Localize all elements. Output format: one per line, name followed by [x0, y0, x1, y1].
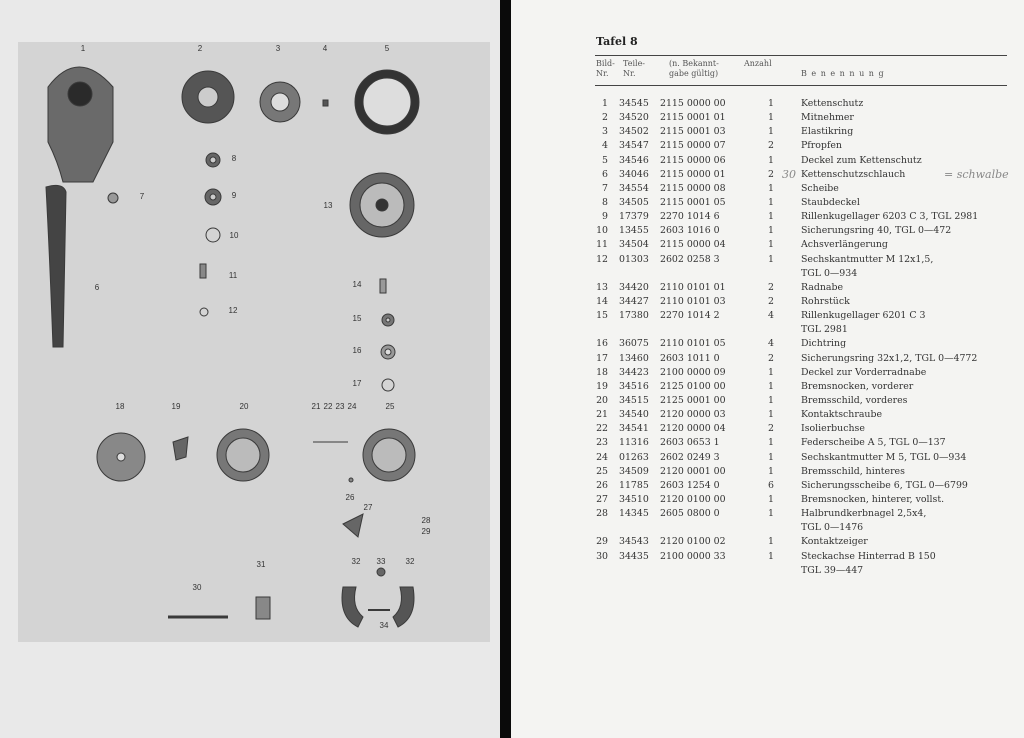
cell-nr: 2115 0000 07: [660, 140, 726, 152]
table-row: [595, 408, 1015, 422]
cell-teile: 34505: [619, 196, 649, 208]
cell-nr: 2115 0000 08: [660, 182, 726, 194]
cell-anzahl: 1: [768, 508, 774, 520]
parts-diagram: [18, 42, 490, 642]
cell-nr: 2125 0100 00: [660, 380, 726, 392]
cell-teile: 34547: [619, 140, 649, 152]
cell-teile: 34510: [619, 493, 649, 505]
cell-anzahl: 1: [768, 437, 774, 449]
cell-bild: 15: [596, 310, 608, 322]
cell-anzahl: 1: [768, 394, 774, 406]
callout-label: 18: [115, 402, 125, 411]
cell-teile: 34427: [619, 295, 649, 307]
cell-bild: 16: [596, 338, 608, 350]
cell-teile: 13460: [619, 352, 649, 364]
cell-bild: 2: [602, 112, 608, 124]
cell-anzahl: 1: [768, 225, 774, 237]
cell-name: Elastikring: [801, 126, 854, 138]
cell-teile: 34541: [619, 423, 649, 435]
cell-name: Isolierbuchse: [801, 423, 865, 435]
table-row: [595, 139, 1015, 153]
callout-label: 19: [171, 402, 181, 411]
cell-nr: 2270 1014 2: [660, 310, 720, 322]
cell-teile: 34502: [619, 126, 649, 138]
cell-teile: 34435: [619, 550, 649, 562]
cell-bild: 6: [602, 168, 608, 180]
header-teile: Teile- Nr.: [623, 59, 646, 78]
cell-nr: 2120 0001 00: [660, 465, 726, 477]
callout-label: 12: [228, 306, 238, 315]
cell-nr: 2120 0100 00: [660, 493, 726, 505]
cell-bild: 10: [596, 225, 608, 237]
table-row: [595, 352, 1015, 366]
cell-name: TGL 0—1476: [801, 522, 864, 534]
cell-anzahl: 1: [768, 380, 774, 392]
table-row: [595, 196, 1015, 210]
cell-bild: 5: [602, 154, 608, 166]
left-page: [0, 0, 500, 738]
handwritten-note-qty: 30: [782, 168, 796, 181]
table-row: [595, 422, 1015, 436]
cell-nr: 2115 0001 01: [660, 112, 726, 124]
table-row: [595, 493, 1015, 507]
cell-anzahl: 2: [768, 295, 774, 307]
cell-teile: 13455: [619, 225, 649, 237]
cell-bild: 14: [596, 295, 608, 307]
cell-anzahl: 1: [768, 253, 774, 265]
callout-label: 7: [139, 192, 145, 201]
cell-name: Bremsnocken, vorderer: [801, 380, 914, 392]
cell-teile: 34516: [619, 380, 649, 392]
cell-teile: 34545: [619, 98, 649, 109]
cell-bild: 1: [602, 98, 608, 109]
cell-bild: 22: [596, 423, 608, 435]
cell-anzahl: 1: [768, 493, 774, 505]
cell-bild: 18: [596, 366, 608, 378]
cell-nr: 2270 1014 6: [660, 211, 720, 223]
cell-teile: 34420: [619, 281, 649, 293]
cell-anzahl: 2: [768, 352, 774, 364]
callout-label: 28: [421, 516, 431, 525]
cell-anzahl: 1: [768, 126, 774, 138]
table-row: [595, 479, 1015, 493]
cell-bild: 19: [596, 380, 608, 392]
cell-nr: 2603 1011 0: [660, 352, 720, 364]
cell-teile: 17379: [619, 211, 649, 223]
cell-name: Bremsschild, vorderes: [801, 394, 908, 406]
cell-bild: 7: [602, 182, 608, 194]
cell-name: Sicherungsscheibe 6, TGL 0—6799: [801, 479, 968, 491]
cell-name: Sechskantmutter M 5, TGL 0—934: [801, 451, 967, 463]
table-row: [595, 436, 1015, 450]
cell-name: TGL 39—447: [801, 564, 864, 576]
header-bekanntgabe: (n. Bekannt- gabe gültig): [669, 59, 719, 78]
cell-nr: 2120 0000 04: [660, 423, 726, 435]
callout-label: 4: [322, 44, 328, 53]
cell-bild: 25: [596, 465, 608, 477]
callout-label: 13: [323, 201, 333, 210]
callout-label: 32: [351, 557, 361, 566]
cell-bild: 27: [596, 493, 608, 505]
chain-hose-part: [46, 185, 66, 347]
cell-name: Halbrundkerbnagel 2,5x4,: [801, 508, 927, 520]
cell-teile: 34540: [619, 409, 649, 421]
cell-nr: 2115 0000 06: [660, 154, 726, 166]
table-row: [595, 210, 1015, 224]
table-row: [595, 182, 1015, 196]
exploded-parts-drawing: [18, 42, 490, 642]
callout-label: 1: [80, 44, 86, 53]
table-row: [595, 125, 1015, 139]
header-rule-top: [595, 55, 1007, 56]
callout-label: 11: [228, 271, 238, 280]
cell-bild: 24: [596, 451, 608, 463]
cell-anzahl: 4: [768, 310, 774, 322]
callout-label: 10: [229, 231, 239, 240]
cell-teile: 34543: [619, 536, 649, 548]
callout-label: 30: [192, 583, 202, 592]
callout-label: 14: [352, 280, 362, 289]
callout-label: 2: [197, 44, 203, 53]
cell-nr: 2605 0800 0: [660, 508, 720, 520]
table-row: [595, 380, 1015, 394]
callout-label: 27: [363, 503, 373, 512]
cell-anzahl: 1: [768, 550, 774, 562]
cell-teile: 34520: [619, 112, 649, 124]
cell-anzahl: 4: [768, 338, 774, 350]
cell-name: Deckel zur Vorderradnabe: [801, 366, 927, 378]
cell-teile: 11785: [619, 479, 649, 491]
cell-name: Kettenschutzschlauch: [801, 168, 906, 180]
cell-anzahl: 6: [768, 479, 774, 491]
cell-name: TGL 2981: [801, 324, 848, 336]
table-row: [595, 337, 1015, 351]
header-anzahl: Anzahl: [744, 59, 772, 68]
cell-anzahl: 1: [768, 536, 774, 548]
cell-bild: 8: [602, 196, 608, 208]
cell-nr: 2602 0258 3: [660, 253, 720, 265]
cell-anzahl: 1: [768, 98, 774, 109]
header-bild: Bild- Nr.: [596, 59, 615, 78]
cell-name: Dichtring: [801, 338, 847, 350]
cell-bild: 20: [596, 394, 608, 406]
callout-label: 6: [94, 283, 100, 292]
cell-nr: 2125 0001 00: [660, 394, 726, 406]
cell-anzahl: 2: [768, 423, 774, 435]
cell-name: Mitnehmer: [801, 112, 854, 124]
cell-anzahl: 1: [768, 366, 774, 378]
cell-teile: 01303: [619, 253, 649, 265]
callout-label: 33: [376, 557, 386, 566]
cell-anzahl: 1: [768, 196, 774, 208]
cell-name: Sicherungsring 40, TGL 0—472: [801, 225, 952, 237]
cell-anzahl: 1: [768, 112, 774, 124]
cell-teile: 34509: [619, 465, 649, 477]
cell-nr: 2115 0001 05: [660, 196, 726, 208]
table-row: [595, 253, 1015, 267]
handwritten-note-name: = schwalbe: [944, 168, 1009, 181]
cell-bild: 28: [596, 508, 608, 520]
callout-label: 17: [352, 379, 362, 388]
cell-teile: 36075: [619, 338, 649, 350]
table-row: [595, 521, 1015, 535]
cell-bild: 11: [596, 239, 608, 251]
cell-name: Kontaktzeiger: [801, 536, 868, 548]
cell-nr: 2602 0249 3: [660, 451, 720, 463]
table-row: [595, 281, 1015, 295]
callout-label: 15: [352, 314, 362, 323]
table-row: [595, 97, 1015, 111]
cell-teile: 34546: [619, 154, 649, 166]
cell-anzahl: 1: [768, 465, 774, 477]
cell-nr: 2115 0000 00: [660, 98, 726, 109]
cell-name: Scheibe: [801, 182, 839, 194]
table-row: [595, 465, 1015, 479]
cell-name: Rillenkugellager 6203 C 3, TGL 2981: [801, 211, 979, 223]
cell-teile: 14345: [619, 508, 649, 520]
callout-label: 8: [231, 154, 237, 163]
page-title: Tafel 8: [596, 35, 638, 48]
cell-nr: 2100 0000 09: [660, 366, 726, 378]
cell-anzahl: 2: [768, 140, 774, 152]
table-row: [595, 507, 1015, 521]
cell-anzahl: 1: [768, 182, 774, 194]
cell-name: Radnabe: [801, 281, 844, 293]
table-row: [595, 267, 1015, 281]
table-row: [595, 564, 1015, 578]
table-row: [595, 550, 1015, 564]
callout-label: 16: [352, 346, 362, 355]
callout-label: 24: [347, 402, 357, 411]
table-row: [595, 111, 1015, 125]
cell-teile: 11316: [619, 437, 649, 449]
cell-nr: 2120 0000 03: [660, 409, 726, 421]
callout-label: 31: [256, 560, 266, 569]
callout-label: 3: [275, 44, 281, 53]
cell-bild: 29: [596, 536, 608, 548]
cell-nr: 2100 0000 33: [660, 550, 726, 562]
table-row: [595, 323, 1015, 337]
table-row: [595, 451, 1015, 465]
cell-name: Rohrstück: [801, 295, 850, 307]
cell-teile: 01263: [619, 451, 649, 463]
cell-nr: 2115 0001 03: [660, 126, 726, 138]
cell-name: Kettenschutz: [801, 98, 864, 109]
cell-teile: 34515: [619, 394, 649, 406]
callout-label: 5: [384, 44, 390, 53]
cell-anzahl: 2: [768, 168, 774, 180]
callout-label: 25: [385, 402, 395, 411]
header-benennung: B e n e n n u n g: [801, 69, 885, 78]
callout-label: 9: [231, 191, 237, 200]
cell-nr: 2110 0101 05: [660, 338, 726, 350]
cell-nr: 2115 0000 01: [660, 168, 726, 180]
cell-name: Steckachse Hinterrad B 150: [801, 550, 936, 562]
callout-label: 20: [239, 402, 249, 411]
cell-teile: 34046: [619, 168, 649, 180]
cell-anzahl: 2: [768, 281, 774, 293]
right-page: [511, 0, 1024, 738]
cell-anzahl: 1: [768, 211, 774, 223]
cell-bild: 21: [596, 409, 608, 421]
cell-anzahl: 1: [768, 154, 774, 166]
cell-name: Federscheibe A 5, TGL 0—137: [801, 437, 946, 449]
cell-name: Rillenkugellager 6201 C 3: [801, 310, 926, 322]
cell-name: Deckel zum Kettenschutz: [801, 154, 922, 166]
cell-bild: 3: [602, 126, 608, 138]
cell-bild: 23: [596, 437, 608, 449]
cell-nr: 2110 0101 01: [660, 281, 726, 293]
cell-name: Sechskantmutter M 12x1,5,: [801, 253, 934, 265]
cell-name: Achsverlängerung: [801, 239, 888, 251]
cell-bild: 26: [596, 479, 608, 491]
cell-teile: 34504: [619, 239, 649, 251]
callout-label: 34: [379, 621, 389, 630]
cell-name: Kontaktschraube: [801, 409, 882, 421]
callout-label: 32: [405, 557, 415, 566]
table-row: [595, 394, 1015, 408]
callout-label: 22: [323, 402, 333, 411]
cell-teile: 34554: [619, 182, 649, 194]
cell-teile: 34423: [619, 366, 649, 378]
cell-nr: 2603 1254 0: [660, 479, 720, 491]
table-row: [595, 366, 1015, 380]
table-row: [595, 154, 1015, 168]
cell-nr: 2115 0000 04: [660, 239, 726, 251]
table-row: [595, 238, 1015, 252]
cell-name: Sicherungsring 32x1,2, TGL 0—4772: [801, 352, 978, 364]
cell-name: Bremsschild, hinteres: [801, 465, 905, 477]
header-rule-bottom: [595, 85, 1007, 86]
cell-bild: 30: [596, 550, 608, 562]
cell-name: Staubdeckel: [801, 196, 860, 208]
table-row: [595, 535, 1015, 549]
cell-nr: 2110 0101 03: [660, 295, 726, 307]
cell-bild: 4: [602, 140, 608, 152]
cell-bild: 17: [596, 352, 608, 364]
table-row: [595, 224, 1015, 238]
cell-teile: 17380: [619, 310, 649, 322]
cell-bild: 13: [596, 281, 608, 293]
cell-nr: 2120 0100 02: [660, 536, 726, 548]
cell-nr: 2603 0653 1: [660, 437, 720, 449]
cell-bild: 9: [602, 211, 608, 223]
cell-anzahl: 1: [768, 451, 774, 463]
callout-label: 26: [345, 493, 355, 502]
cell-nr: 2603 1016 0: [660, 225, 720, 237]
cell-name: Pfropfen: [801, 140, 842, 152]
callout-label: 21: [311, 402, 321, 411]
cell-name: Bremsnocken, hinterer, vollst.: [801, 493, 945, 505]
cell-name: TGL 0—934: [801, 267, 858, 279]
table-row: [595, 295, 1015, 309]
table-row: [595, 309, 1015, 323]
cell-bild: 12: [596, 253, 608, 265]
cell-anzahl: 1: [768, 239, 774, 251]
callout-label: 29: [421, 527, 431, 536]
callout-label: 23: [335, 402, 345, 411]
cell-anzahl: 1: [768, 409, 774, 421]
